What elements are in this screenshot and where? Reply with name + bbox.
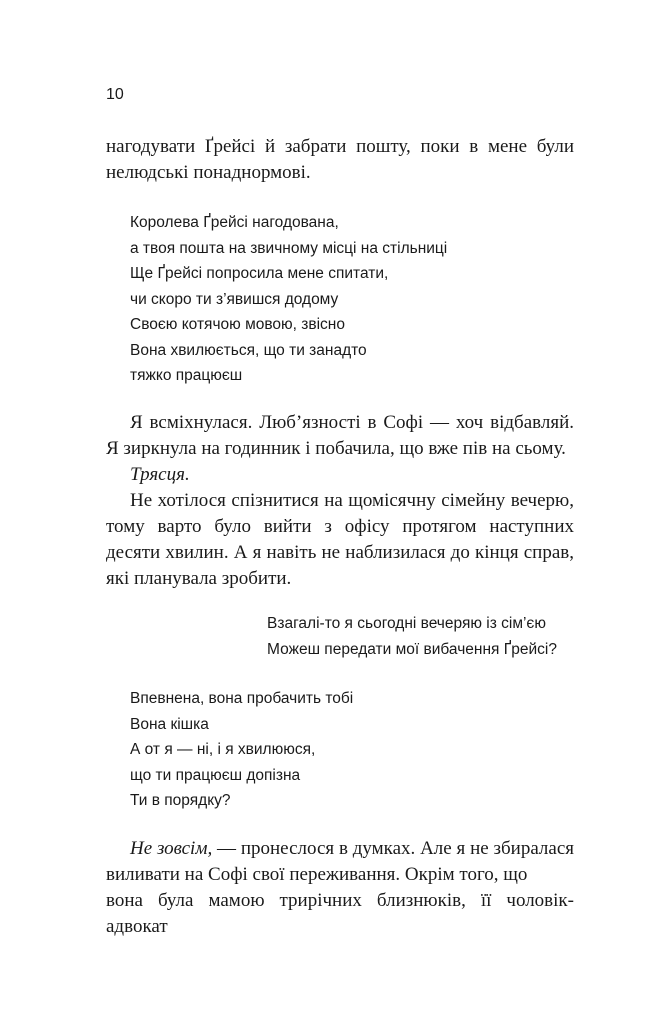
message-line: Королева Ґрейсі нагодована, xyxy=(130,214,339,231)
paragraph-4: Не хотілося спізнитися на щомісячну сімейну вечерю, тому варто було вийти з офісу протягом наступних десяти хвилин. А я навіть не наблизилася до кінця справ, які планувала зробити. xyxy=(106,490,574,589)
paragraph-5-text: — пронеслося в думках. Але я не збиралася виливати на Софі свої переживання. Окрім того, що xyxy=(106,838,575,885)
message-line: Вона кішка xyxy=(130,715,209,733)
message-line: чи скоро ти з’явишся додому xyxy=(130,290,339,308)
message-line: Ти в порядку? xyxy=(130,792,231,809)
paragraph-block-2 xyxy=(106,410,574,592)
message-line: Взагалі-то я сьогодні вечеряю із сім’єю xyxy=(267,615,546,632)
message-sofi-1 xyxy=(130,210,447,389)
paragraph-3 xyxy=(106,462,574,488)
paragraph-5-italic: Не зовсім, xyxy=(130,838,213,859)
message-line: Впевнена, вона пробачить тобі xyxy=(130,690,354,707)
paragraph-2: Я всміхнулася. Люб’язності в Софі — хоч відбавляй. Я зиркнула на годинник і побачила, що вже пів на сьому. xyxy=(106,412,574,459)
paragraph-block-5 xyxy=(106,836,574,940)
paragraph-3-italic: Трясця. xyxy=(130,464,190,485)
message-line: Вона хвилюється, що ти занадто xyxy=(130,341,367,359)
message-line: Своєю котячою мовою, звісно xyxy=(130,316,345,333)
message-line: а твоя пошта на звичному місці на стільниці xyxy=(130,239,448,257)
message-line: тяжко працюєш xyxy=(130,367,243,384)
message-line: що ти працюєш допізна xyxy=(130,766,301,784)
message-line: Ще Ґрейсі попросила мене спитати, xyxy=(130,265,389,282)
paragraph-5 xyxy=(106,836,574,888)
page-number: 10 xyxy=(106,86,124,103)
message-own xyxy=(267,611,557,662)
paragraph-1: нагодувати Ґрейсі й забрати пошту, поки в мене були нелюдські понаднормові. xyxy=(106,136,574,183)
message-sofi-2 xyxy=(130,686,353,814)
message-line: А от я — ні, і я хвилююся, xyxy=(130,741,316,758)
paragraph-5-last-line: вона була мамою трирічних близнюків, її чоловік-адвокат xyxy=(106,890,574,937)
message-line: Можеш передати мої вибачення Ґрейсі? xyxy=(267,640,557,658)
